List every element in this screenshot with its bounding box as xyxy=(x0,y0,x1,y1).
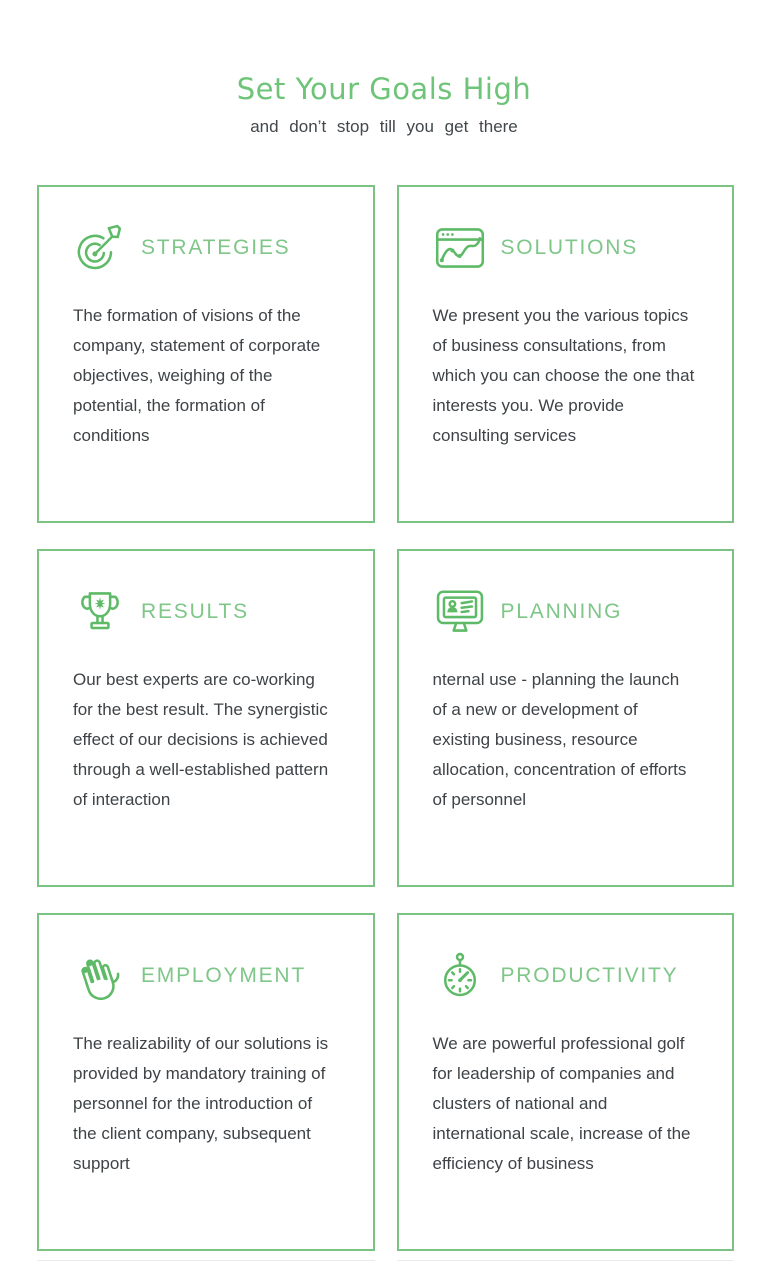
open-hand-icon xyxy=(73,949,127,1003)
card-description: nternal use - planning the launch of a new or development of existing business, resource allocation, concentration of efforts of personnel xyxy=(432,670,687,809)
feature-card-solutions xyxy=(397,185,735,523)
section-header xyxy=(0,0,768,139)
divider-line xyxy=(37,1260,375,1261)
feature-cards-grid xyxy=(37,185,734,1251)
card-title: RESULTS xyxy=(141,600,249,623)
page-title: Set Your Goals High xyxy=(236,72,532,106)
card-title: STRATEGIES xyxy=(141,236,291,259)
card-title: EMPLOYMENT xyxy=(141,964,307,987)
card-description: The realizability of our solutions is provided by mandatory training of personnel for the introduction of the client company, subsequent support xyxy=(73,1034,329,1173)
card-title: SOLUTIONS xyxy=(500,236,639,259)
feature-card-productivity xyxy=(397,913,735,1251)
card-description: We present you the various topics of business consultations, from which you can choose the one that interests you. We provide consulting services xyxy=(432,306,695,445)
monitor-id-card-icon xyxy=(433,585,487,639)
card-description: We are powerful professional golf for leadership of companies and clusters of national and international scale, increase of the efficiency of business xyxy=(432,1034,691,1173)
card-title: PRODUCTIVITY xyxy=(500,964,679,987)
trophy-icon xyxy=(73,585,127,639)
chart-window-icon xyxy=(433,221,487,275)
feature-card-strategies xyxy=(37,185,375,523)
page-subtitle: and don’t stop till you get there xyxy=(250,117,518,136)
stopwatch-icon xyxy=(433,949,487,1003)
next-section-edge xyxy=(37,1260,734,1261)
card-description: The formation of visions of the company, statement of corporate objectives, weighing of the potential, the formation of conditions xyxy=(73,306,321,445)
feature-card-employment xyxy=(37,913,375,1251)
divider-line xyxy=(397,1260,735,1261)
target-arrow-icon xyxy=(73,221,127,275)
feature-card-results xyxy=(37,549,375,887)
feature-card-planning xyxy=(397,549,735,887)
card-title: PLANNING xyxy=(500,600,623,623)
card-description: Our best experts are co-working for the best result. The synergistic effect of our decisions is achieved through a well-established pattern of interaction xyxy=(73,670,329,809)
